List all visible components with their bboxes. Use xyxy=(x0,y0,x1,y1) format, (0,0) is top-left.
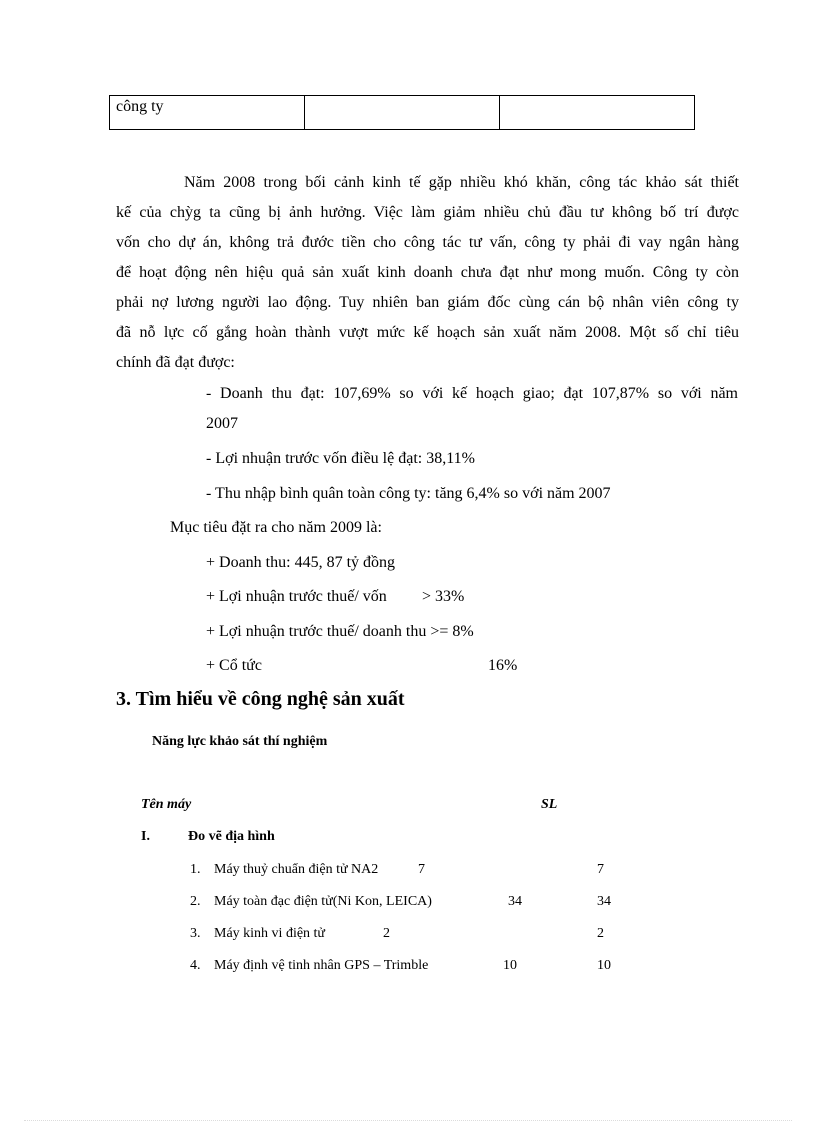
paragraph-line: kế của chỳg ta cũng bị ảnh hưởng. Việc làm giảm nhiều chủ đầu tư không bố trí được xyxy=(116,204,739,221)
top-table xyxy=(109,95,695,130)
item-qty: 10 xyxy=(503,958,517,973)
target-revenue: + Doanh thu: 445, 87 tỷ đồng xyxy=(206,554,396,571)
item-name: Máy kinh vi điện tử xyxy=(214,926,326,941)
target-dividend-value: 16% xyxy=(488,657,518,674)
item-qty-total: 34 xyxy=(597,894,611,909)
column-header-name: Tên máy xyxy=(141,797,192,812)
page-bottom-divider xyxy=(24,1120,792,1121)
section-heading: 3. Tìm hiểu về công nghệ sản xuất xyxy=(116,688,405,710)
target-profit-revenue: + Lợi nhuận trước thuế/ doanh thu >= 8% xyxy=(206,623,474,640)
item-number: 1. xyxy=(190,862,201,877)
paragraph-line: vốn cho dự án, không trả đước tiền cho công tác tư vấn, công ty phải đi vay ngân hàng xyxy=(116,234,739,251)
item-name: Máy toàn đạc điện tử(Ni Kon, LEICA) xyxy=(214,894,432,909)
paragraph-line: đã nỗ lực cố gắng hoàn thành vượt mức kế hoạch sản xuất năm 2008. Một số chỉ tiêu xyxy=(116,324,739,341)
paragraph-line: Năm 2008 trong bối cảnh kinh tế gặp nhiều khó khăn, công tác khảo sát thiết xyxy=(184,174,739,191)
achievement-profit: - Lợi nhuận trước vốn điều lệ đạt: 38,11% xyxy=(206,450,475,467)
item-qty-total: 10 xyxy=(597,958,611,973)
table-cell: công ty xyxy=(110,96,305,130)
target-profit-capital: + Lợi nhuận trước thuế/ vốn xyxy=(206,588,387,605)
paragraph-line: để hoạt động nên hiệu quả sản xuất kinh doanh chưa đạt như mong muốn. Công ty còn xyxy=(116,264,739,281)
achievement-income: - Thu nhập bình quân toàn công ty: tăng 6,4% so với năm 2007 xyxy=(206,485,611,502)
item-number: 3. xyxy=(190,926,201,941)
achievements-list xyxy=(206,379,738,439)
table-cell xyxy=(500,96,695,130)
item-qty-total: 2 xyxy=(597,926,604,941)
item-qty-total: 7 xyxy=(597,862,604,877)
item-number: 2. xyxy=(190,894,201,909)
table-row xyxy=(110,96,695,130)
item-number: 4. xyxy=(190,958,201,973)
target-dividend: + Cổ tức xyxy=(206,657,262,674)
target-profit-capital-value: > 33% xyxy=(422,588,465,605)
item-name: Máy định vệ tinh nhân GPS – Trimble xyxy=(214,958,429,973)
group-title: Đo vẽ địa hình xyxy=(188,829,275,844)
table-cell xyxy=(305,96,500,130)
achievement-revenue: - Doanh thu đạt: 107,69% so với kế hoạch giao; đạt 107,87% so với năm xyxy=(206,385,738,402)
item-name: Máy thuỷ chuẩn điện tử NA2 xyxy=(214,862,379,877)
column-header-qty: SL xyxy=(541,797,558,812)
group-number: I. xyxy=(141,829,150,844)
intro-paragraph xyxy=(116,168,739,378)
targets-intro: Mục tiêu đặt ra cho năm 2009 là: xyxy=(170,519,382,536)
achievement-revenue-cont: 2007 xyxy=(206,415,238,432)
item-qty: 7 xyxy=(418,862,425,877)
paragraph-line: phải nợ lương người lao động. Tuy nhiên ban giám đốc cùng cán bộ nhân viên công ty xyxy=(116,294,739,311)
section-subheading: Năng lực khảo sát thí nghiệm xyxy=(152,734,328,749)
item-qty: 2 xyxy=(383,926,390,941)
item-qty: 34 xyxy=(508,894,522,909)
paragraph-line: chính đã đạt được: xyxy=(116,354,235,371)
